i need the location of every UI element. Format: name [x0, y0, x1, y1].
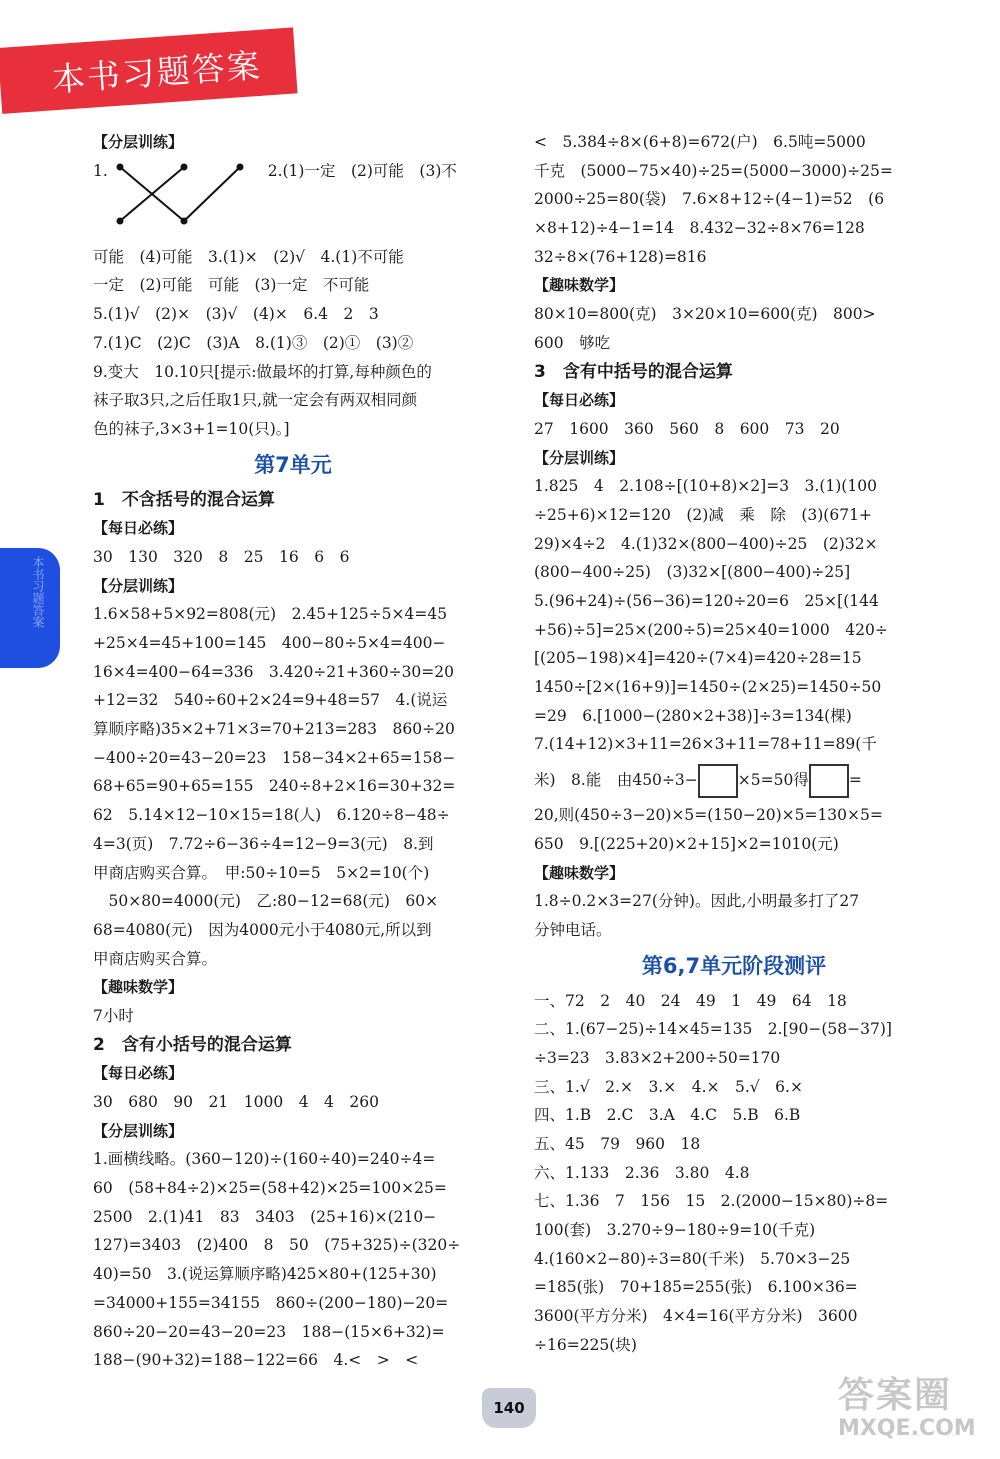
section-heading: 【每日必练】 — [534, 391, 625, 410]
answer-line: 甲商店购买合算。 甲:50÷10=5 5×2=10(个) — [93, 863, 430, 882]
answer-line: 1.6×58+5×92=808(元) 2.45+125÷5×4=45 — [93, 605, 448, 624]
blank-box — [698, 764, 738, 798]
answer-line: 三、1.√ 2.× 3.× 4.× 5.√ 6.× — [534, 1077, 803, 1096]
unit-title: 第7单元 — [254, 452, 332, 477]
watermark-cn: 答案圈 — [838, 1375, 953, 1416]
answer-line: 860÷20−20=43−20=23 188−(15×6+32)= — [93, 1322, 445, 1341]
section-heading: 【分层训练】 — [93, 1121, 184, 1140]
answer-line: +12=32 540÷60+2×24=9+48=57 4.(说运 — [93, 691, 448, 710]
answer-line: ÷16=225(块) — [534, 1335, 637, 1354]
section-heading: 【每日必练】 — [93, 519, 184, 538]
answer-line: 127)=3403 (2)400 8 50 (75+325)÷(320÷ — [93, 1236, 461, 1255]
answer-line: 4.(160×2−80)÷3=80(千米) 5.70×3−25 — [534, 1249, 851, 1268]
answer-line: ×8+12)÷4−1=14 8.432−32÷8×76=128 — [534, 219, 865, 238]
side-tab-label: 本书习题答案 — [31, 556, 45, 628]
answer-line: 1.画横线略。(360−120)÷(160÷40)=240÷4= — [93, 1150, 436, 1169]
section-heading: 【趣味数学】 — [534, 863, 625, 882]
answer-line: [(205−198)×4]=420÷(7×4)=420÷28=15 — [534, 649, 862, 668]
answer-line: 650 9.[(225+20)×2+15]×2=1010(元) — [534, 834, 839, 853]
answer-line: 四、1.B 2.C 3.A 4.C 5.B 6.B — [534, 1106, 801, 1125]
side-tab — [0, 548, 60, 668]
answer-line: 27 1600 360 560 8 600 73 20 — [534, 419, 840, 438]
lesson-title: 1 不含括号的混合运算 — [93, 489, 275, 510]
answer-line: +56)÷5]=25×(200÷5)=25×40=1000 420÷ — [534, 620, 888, 639]
answer-line: 7小时 — [93, 1006, 134, 1025]
answer-line — [534, 759, 934, 801]
answer-line: 色的袜子,3×3+1=10(只)。] — [93, 419, 290, 438]
answer-line: 32÷8×(76+128)=816 — [534, 247, 707, 266]
answer-line: 2000÷25=80(袋) 7.6×8+12÷(4−1)=52 (6 — [534, 190, 885, 209]
answer-line: 20,则(450÷3−20)×5=(150−20)×5=130×5= — [534, 806, 883, 825]
answer-line: 100(套) 3.270÷9−180÷9=10(千克) — [534, 1221, 816, 1240]
answer-line: 68=4080(元) 因为4000元小于4080元,所以到 — [93, 920, 432, 939]
answer-line: ÷25+6)×12=120 (2)减 乘 除 (3)(671+ — [534, 505, 872, 524]
answer-line: 7.(1)C (2)C (3)A 8.(1)③ (2)① (3)② — [93, 333, 414, 352]
section-heading: 【每日必练】 — [93, 1064, 184, 1083]
answer-line: 甲商店购买合算。 — [93, 949, 218, 968]
answer-line: 50×80=4000(元) 乙:80−12=68(元) 60× — [93, 892, 439, 911]
section-heading: 【分层训练】 — [93, 576, 184, 595]
answers-banner: 本书习题答案 — [0, 27, 298, 113]
watermark-en: MXQE.COM — [838, 1416, 976, 1441]
left-column — [93, 128, 493, 1375]
answer-line: 二、1.(67−25)÷14×45=135 2.[90−(58−37)] — [534, 1020, 892, 1039]
answer-line: −400÷20=43−20=23 158−34×2+65=158− — [93, 748, 456, 767]
answer-line: 80×10=800(克) 3×20×10=600(克) 800> — [534, 305, 876, 324]
unit-title: 第6,7单元阶段测评 — [641, 953, 827, 978]
answer-line: 五、45 79 960 18 — [534, 1135, 701, 1153]
answer-line: 7.(14+12)×3+11=26×3+11=78+11=89(千 — [534, 735, 877, 754]
blank-box — [809, 764, 849, 798]
answer-line: 16×4=400−64=336 3.420÷21+360÷30=20 — [93, 662, 455, 681]
answer-line: 1. 2.(1)一定 (2)可能 (3)不 — [93, 161, 457, 180]
answer-line: =185(张) 70+185=255(张) 6.100×36= — [534, 1278, 858, 1297]
answer-text: = — [848, 771, 862, 790]
answer-line: 3600(平方分米) 4×4=16(平方分米) 3600 — [534, 1307, 858, 1326]
right-column — [534, 128, 934, 1360]
answer-line: 分钟电话。 — [534, 920, 612, 939]
answer-line: 2500 2.(1)41 83 3403 (25+16)×(210− — [93, 1207, 437, 1226]
answer-line: ÷3=23 3.83×2+200÷50=170 — [534, 1048, 781, 1067]
answer-line: 七、1.36 7 156 15 2.(2000−15×80)÷8= — [534, 1192, 889, 1211]
answer-line: 一定 (2)可能 可能 (3)一定 不可能 — [93, 276, 370, 295]
answer-line: 千克 (5000−75×40)÷25=(5000−3000)÷25= — [534, 161, 893, 180]
section-heading: 【分层训练】 — [534, 448, 625, 467]
answer-line: 1450÷[2×(16+9)]=1450÷(2×25)=1450÷50 — [534, 678, 882, 697]
answer-line — [93, 185, 493, 214]
section-heading: 【趣味数学】 — [534, 276, 625, 295]
answer-line: 4=3(页) 7.72÷6−36÷4=12−9=3(元) 8.到 — [93, 834, 434, 853]
answer-line: =34000+155=34155 860÷(200−180)−20= — [93, 1293, 449, 1312]
answer-text: ×5=50得 — [737, 771, 809, 790]
answer-line: 5.(1)√ (2)× (3)√ (4)× 6.4 2 3 — [93, 305, 379, 324]
answer-line: 68+65=90+65=155 240÷8+2×16=30+32= — [93, 777, 456, 796]
page-number: 140 — [482, 1388, 536, 1428]
answer-line: 60 (58+84÷2)×25=(58+42)×25=100×25= — [93, 1179, 447, 1198]
section-heading: 【分层训练】 — [93, 133, 184, 151]
answer-line: < 5.384÷8×(6+8)=672(户) 6.5吨=5000 — [534, 133, 866, 151]
answer-line: 30 680 90 21 1000 4 4 260 — [93, 1093, 380, 1111]
answer-line: 1.8÷0.2×3=27(分钟)。因此,小明最多打了27 — [534, 892, 860, 911]
answer-line: 29)×4÷2 4.(1)32×(800−400)÷25 (2)32× — [534, 534, 878, 553]
answer-text: 米) 8.能 由450÷3− — [534, 771, 698, 790]
answer-line — [93, 214, 493, 243]
answer-line: (800−400÷25) (3)32×[(800−400)÷25] — [534, 563, 851, 582]
answer-line: +25×4=45+100=145 400−80÷5×4=400− — [93, 634, 446, 652]
answer-line: =29 6.[1000−(280×2+38)]÷3=134(棵) — [534, 706, 852, 725]
answer-line: 40)=50 3.(说运算顺序略)425×80+(125+30) — [93, 1265, 437, 1284]
watermark — [838, 1375, 988, 1445]
answer-line: 一、72 2 40 24 49 1 49 64 18 — [534, 991, 847, 1010]
lesson-title: 2 含有小括号的混合运算 — [93, 1034, 292, 1055]
lesson-title: 3 含有中括号的混合运算 — [534, 361, 733, 382]
answer-line: 可能 (4)可能 3.(1)× (2)√ 4.(1)不可能 — [93, 247, 404, 266]
answer-line: 算顺序略)35×2+71×3=70+213=283 860÷20 — [93, 720, 455, 739]
answer-line: 30 130 320 8 25 16 6 6 — [93, 547, 350, 566]
answer-line: 1.825 4 2.108÷[(10+8)×2]=3 3.(1)(100 — [534, 477, 877, 496]
section-heading: 【趣味数学】 — [93, 978, 184, 997]
answer-line: 六、1.133 2.36 3.80 4.8 — [534, 1163, 750, 1182]
answer-line: 188−(90+32)=188−122=66 4.< > < — [93, 1351, 419, 1370]
answer-line: 600 够吃 — [534, 333, 611, 352]
answer-line: 袜子取3只,之后任取1只,就一定会有两双相同颜 — [93, 391, 418, 410]
answer-line: 62 5.14×12−10×15=18(人) 6.120÷8−48÷ — [93, 806, 450, 825]
answer-line: 5.(96+24)÷(56−36)=120÷20=6 25×[(144 — [534, 592, 879, 610]
answer-line: 9.变大 10.10只[提示:做最坏的打算,每种颜色的 — [93, 362, 432, 381]
